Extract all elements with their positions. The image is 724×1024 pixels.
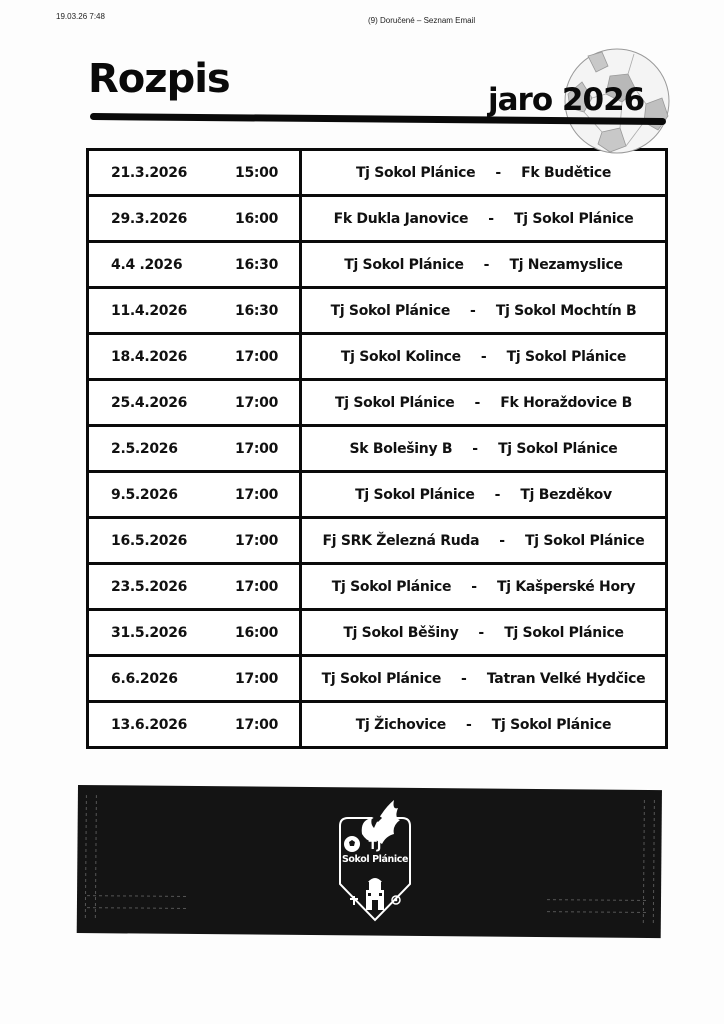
table-row bbox=[86, 470, 668, 519]
crest-text-club-name: Sokol Plánice bbox=[341, 854, 409, 865]
versus-separator: - bbox=[461, 670, 467, 687]
match-time: 17:00 bbox=[235, 486, 279, 503]
table-row bbox=[86, 286, 668, 335]
match-date: 23.5.2026 bbox=[111, 578, 188, 595]
away-team: Fk Horaždovice B bbox=[500, 394, 632, 411]
match-time: 17:00 bbox=[235, 670, 279, 687]
club-crest bbox=[332, 796, 418, 924]
match-date: 6.6.2026 bbox=[111, 670, 178, 687]
fixture-cell bbox=[299, 470, 668, 519]
away-team: Fk Budětice bbox=[521, 164, 612, 181]
match-time: 16:00 bbox=[235, 210, 279, 227]
print-timestamp: 19.03.26 7:48 bbox=[56, 12, 105, 21]
date-time-cell bbox=[86, 424, 299, 473]
date-time-cell bbox=[86, 562, 299, 611]
match-date: 2.5.2026 bbox=[111, 440, 178, 457]
match-date: 4.4 .2026 bbox=[111, 256, 183, 273]
poster-title: Rozpis bbox=[88, 56, 230, 102]
match-date: 31.5.2026 bbox=[111, 624, 188, 641]
away-team: Tj Sokol Plánice bbox=[504, 624, 624, 641]
decorative-stitch bbox=[95, 795, 97, 920]
away-team: Tj Sokol Plánice bbox=[525, 532, 645, 549]
away-team: Tj Kašperské Hory bbox=[497, 578, 636, 595]
away-team: Tj Nezamyslice bbox=[509, 256, 623, 273]
away-team: Tj Sokol Plánice bbox=[506, 348, 627, 365]
versus-separator: - bbox=[495, 164, 502, 181]
match-date: 25.4.2026 bbox=[111, 394, 188, 411]
fixture-cell bbox=[299, 608, 668, 657]
date-time-cell bbox=[86, 654, 299, 703]
away-team: Tj Sokol Plánice bbox=[514, 210, 634, 227]
table-row bbox=[86, 194, 668, 243]
match-date: 9.5.2026 bbox=[111, 486, 178, 503]
away-team: Tj Bezděkov bbox=[520, 486, 612, 503]
home-team: Fk Dukla Janovice bbox=[333, 210, 469, 227]
versus-separator: - bbox=[470, 302, 476, 319]
print-header bbox=[0, 10, 724, 30]
home-team: Tj Sokol Plánice bbox=[321, 670, 442, 687]
versus-separator: - bbox=[488, 210, 495, 227]
home-team: Tj Sokol Plánice bbox=[355, 164, 476, 181]
date-time-cell bbox=[86, 516, 299, 565]
match-date: 16.5.2026 bbox=[111, 532, 188, 549]
date-time-cell bbox=[86, 700, 299, 749]
fixture-cell bbox=[299, 332, 668, 381]
match-date: 21.3.2026 bbox=[111, 164, 188, 181]
table-row bbox=[86, 516, 668, 565]
versus-separator: - bbox=[474, 394, 481, 411]
table-row bbox=[86, 424, 668, 473]
match-time: 17:00 bbox=[235, 716, 279, 733]
table-row bbox=[86, 700, 668, 749]
match-time: 15:00 bbox=[235, 164, 279, 181]
home-team: Tj Sokol Kolince bbox=[340, 348, 461, 365]
match-time: 16:30 bbox=[235, 256, 279, 273]
date-time-cell bbox=[86, 240, 299, 289]
home-team: Tj Sokol Plánice bbox=[335, 394, 455, 411]
home-team: Tj Sokol Běšiny bbox=[343, 624, 459, 641]
home-team: Tj Sokol Plánice bbox=[355, 486, 475, 503]
away-team: Tj Sokol Plánice bbox=[491, 716, 612, 733]
home-team: Sk Bolešiny B bbox=[349, 440, 453, 457]
versus-separator: - bbox=[494, 486, 501, 503]
match-time: 17:00 bbox=[235, 394, 279, 411]
home-team: Tj Sokol Plánice bbox=[344, 256, 464, 273]
date-time-cell bbox=[86, 286, 299, 335]
date-time-cell bbox=[86, 608, 299, 657]
away-team: Tj Sokol Mochtín B bbox=[495, 302, 637, 319]
match-time: 16:00 bbox=[235, 624, 279, 641]
crest-text-tj: TJ bbox=[368, 838, 382, 852]
home-team: Tj Sokol Plánice bbox=[331, 578, 452, 595]
table-row bbox=[86, 562, 668, 611]
decorative-stitch bbox=[653, 800, 655, 925]
table-row bbox=[86, 332, 668, 381]
versus-separator: - bbox=[478, 624, 485, 641]
versus-separator: - bbox=[471, 578, 478, 595]
away-team: Tj Sokol Plánice bbox=[498, 440, 618, 457]
match-time: 17:00 bbox=[235, 532, 279, 549]
date-time-cell bbox=[86, 148, 299, 197]
match-time: 17:00 bbox=[235, 440, 279, 457]
match-time: 17:00 bbox=[235, 578, 279, 595]
fixture-cell bbox=[299, 424, 668, 473]
decorative-stitch bbox=[643, 800, 645, 925]
date-time-cell bbox=[86, 378, 299, 427]
versus-separator: - bbox=[472, 440, 479, 457]
versus-separator: - bbox=[483, 256, 490, 273]
match-time: 16:30 bbox=[235, 302, 279, 319]
table-row bbox=[86, 654, 668, 703]
date-time-cell bbox=[86, 194, 299, 243]
match-date: 29.3.2026 bbox=[111, 210, 188, 227]
date-time-cell bbox=[86, 332, 299, 381]
decorative-stitch bbox=[547, 911, 647, 913]
versus-separator: - bbox=[480, 348, 487, 365]
fixture-cell bbox=[299, 378, 668, 427]
home-team: Tj Žichovice bbox=[355, 716, 446, 733]
match-date: 13.6.2026 bbox=[111, 716, 188, 733]
decorative-stitch bbox=[547, 899, 647, 901]
decorative-stitch bbox=[87, 907, 187, 909]
fixture-cell bbox=[299, 240, 668, 289]
decorative-stitch bbox=[85, 795, 87, 920]
match-date: 11.4.2026 bbox=[111, 302, 188, 319]
table-row bbox=[86, 608, 668, 657]
table-row bbox=[86, 378, 668, 427]
fixture-cell bbox=[299, 700, 668, 749]
table-row bbox=[86, 240, 668, 289]
away-team: Tatran Velké Hydčice bbox=[486, 670, 646, 687]
print-window-title: (9) Doručené – Seznam Email bbox=[368, 16, 476, 25]
poster-season: jaro 2026 bbox=[488, 82, 645, 118]
match-schedule-table bbox=[86, 148, 668, 749]
versus-separator: - bbox=[465, 716, 472, 733]
match-time: 17:00 bbox=[235, 348, 279, 365]
versus-separator: - bbox=[499, 532, 506, 549]
date-time-cell bbox=[86, 470, 299, 519]
fixture-cell bbox=[299, 516, 668, 565]
fixture-cell bbox=[299, 654, 668, 703]
fixture-cell bbox=[299, 194, 668, 243]
fixture-cell bbox=[299, 286, 668, 335]
fixture-cell bbox=[299, 562, 668, 611]
decorative-stitch bbox=[87, 895, 187, 897]
match-date: 18.4.2026 bbox=[111, 348, 188, 365]
home-team: Tj Sokol Plánice bbox=[330, 302, 451, 319]
home-team: Fj SRK Železná Ruda bbox=[322, 532, 480, 549]
